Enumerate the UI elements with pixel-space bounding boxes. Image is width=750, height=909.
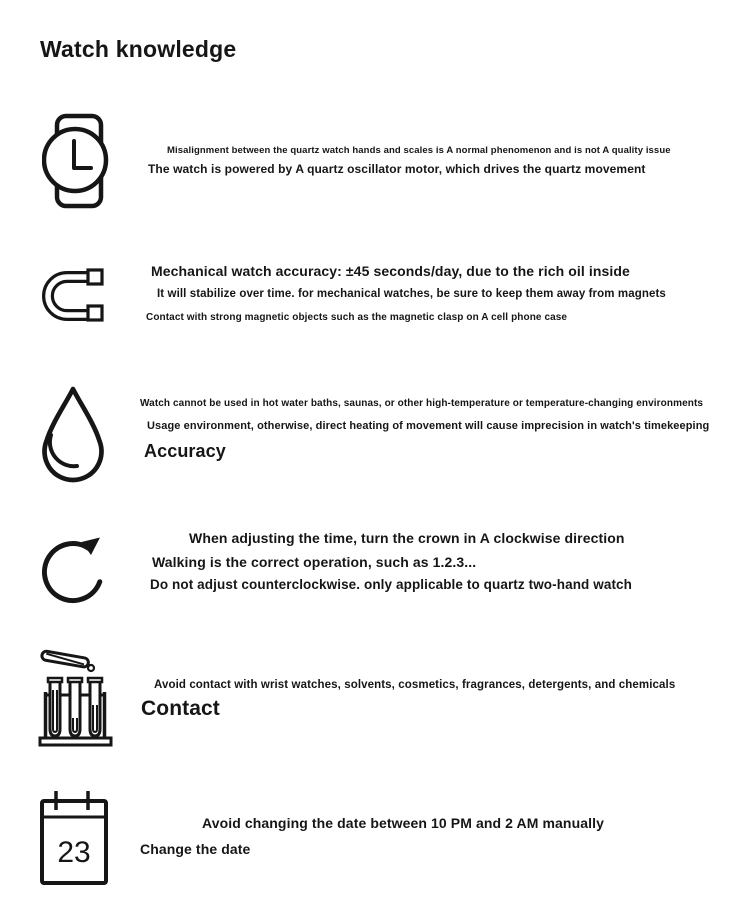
accuracy-heading: Accuracy: [144, 441, 226, 461]
chemicals-note-line-1: Avoid contact with wrist watches, solvents, cosmetics, fragrances, detergents, and chemicals: [154, 679, 676, 691]
date-note-line-1: Avoid changing the date between 10 PM and 2 AM manually: [202, 815, 604, 831]
calendar-day-number: 23: [57, 836, 91, 869]
temperature-note-line-2: Usage environment, otherwise, direct heating of movement will cause imprecision in watch's timekeeping: [147, 420, 710, 432]
crown-note-line-3: Do not adjust counterclockwise. only applicable to quartz two-hand watch: [150, 577, 632, 592]
test-tubes-icon: [36, 645, 121, 750]
quartz-note-line-2: The watch is powered by A quartz oscillator motor, which drives the quartz movement: [148, 162, 646, 176]
water-drop-icon: [36, 383, 108, 485]
wristwatch-icon: [42, 110, 110, 210]
calendar-icon: [40, 788, 110, 888]
magnet-icon: [40, 263, 108, 327]
magnet-note-line-1: Mechanical watch accuracy: ±45 seconds/day, due to the rich oil inside: [151, 263, 630, 279]
quartz-note-line-1: Misalignment between the quartz watch hands and scales is A normal phenomenon and is not A quality issue: [167, 145, 671, 156]
crown-note-line-1: When adjusting the time, turn the crown in A clockwise direction: [189, 530, 625, 546]
temperature-note-line-1: Watch cannot be used in hot water baths, saunas, or other high-temperature or temperature-changing environments: [140, 398, 704, 409]
magnet-note-line-3: Contact with strong magnetic objects such as the magnetic clasp on A cell phone case: [146, 312, 568, 323]
date-note-line-2: Change the date: [140, 841, 251, 857]
crown-note-line-2: Walking is the correct operation, such as 1.2.3...: [152, 554, 477, 570]
contact-heading: Contact: [141, 697, 220, 720]
clockwise-arrow-icon: [36, 524, 110, 608]
page-title: Watch knowledge: [40, 36, 237, 62]
magnet-note-line-2: It will stabilize over time. for mechanical watches, be sure to keep them away from magnets: [157, 288, 666, 300]
